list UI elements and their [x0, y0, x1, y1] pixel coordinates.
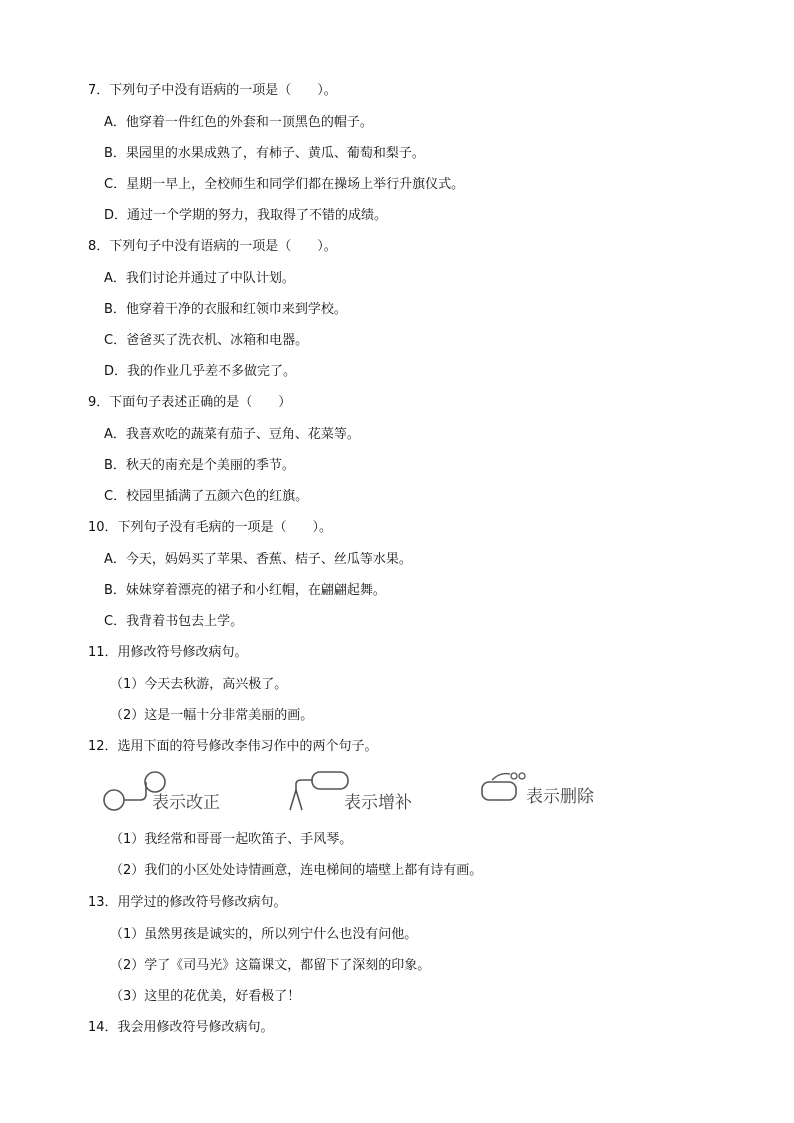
symbol-label-delete: 表示删除 [526, 787, 594, 807]
question-11-item-1: （1）今天去秋游，高兴极了。 [110, 677, 288, 692]
question-13-item-2: （2）学了《司马光》这篇课文，都留下了深刻的印象。 [110, 958, 431, 973]
question-7-option-b: B．果园里的水果成熟了，有柿子、黄瓜、葡萄和梨子。 [104, 146, 425, 161]
question-12-item-2: （2）我们的小区处处诗情画意，连电梯间的墙壁上都有诗有画。 [110, 863, 483, 878]
deletion-mark-icon [482, 773, 525, 800]
correction-symbols-legend [100, 768, 620, 818]
question-10-option-a: A．今天，妈妈买了苹果、香蕉、桔子、丝瓜等水果。 [104, 552, 412, 567]
question-7-option-c: C．星期一早上，全校师生和同学们都在操场上举行升旗仪式。 [104, 177, 465, 192]
symbol-label-insert: 表示增补 [344, 793, 412, 813]
question-8-option-b: B．他穿着干净的衣服和红领巾来到学校。 [104, 302, 347, 317]
question-9-option-a: A．我喜欢吃的蔬菜有茄子、豆角、花菜等。 [104, 427, 360, 442]
question-9-option-b: B．秋天的南充是个美丽的季节。 [104, 458, 295, 473]
question-7-option-d: D．通过一个学期的努力，我取得了不错的成绩。 [104, 208, 388, 223]
question-12-stem: 12．选用下面的符号修改李伟习作中的两个句子。 [88, 739, 378, 754]
question-8-option-d: D．我的作业几乎差不多做完了。 [104, 364, 297, 379]
question-8-stem: 8．下列句子中没有语病的一项是（ ）。 [88, 239, 337, 254]
question-10-option-b: B．妹妹穿着漂亮的裙子和小红帽，在翩翩起舞。 [104, 583, 386, 598]
question-7-stem: 7．下列句子中没有语病的一项是（ ）。 [88, 83, 337, 98]
question-7-option-a: A．他穿着一件红色的外套和一顶黑色的帽子。 [104, 115, 373, 130]
symbol-label-correct: 表示改正 [152, 793, 220, 813]
question-10-stem: 10．下列句子没有毛病的一项是（ ）。 [88, 520, 333, 535]
question-10-option-c: C．我背着书包去上学。 [104, 614, 244, 629]
question-12-item-1: （1）我经常和哥哥一起吹笛子、手风琴。 [110, 832, 353, 847]
question-11-stem: 11．用修改符号修改病句。 [88, 645, 248, 660]
question-8-option-a: A．我们讨论并通过了中队计划。 [104, 271, 295, 286]
question-9-stem: 9．下面句子表述正确的是（ ） [88, 395, 292, 410]
question-13-item-3: （3）这里的花优美，好看极了！ [110, 989, 301, 1004]
question-11-item-2: （2）这是一幅十分非常美丽的画。 [110, 708, 314, 723]
question-13-stem: 13．用学过的修改符号修改病句。 [88, 895, 287, 910]
question-9-option-c: C．校园里插满了五颜六色的红旗。 [104, 489, 309, 504]
question-14-stem: 14．我会用修改符号修改病句。 [88, 1020, 274, 1035]
question-8-option-c: C．爸爸买了洗衣机、冰箱和电器。 [104, 333, 309, 348]
question-13-item-1: （1）虽然男孩是诚实的，所以列宁什么也没有问他。 [110, 927, 418, 942]
insertion-mark-icon [290, 772, 348, 810]
